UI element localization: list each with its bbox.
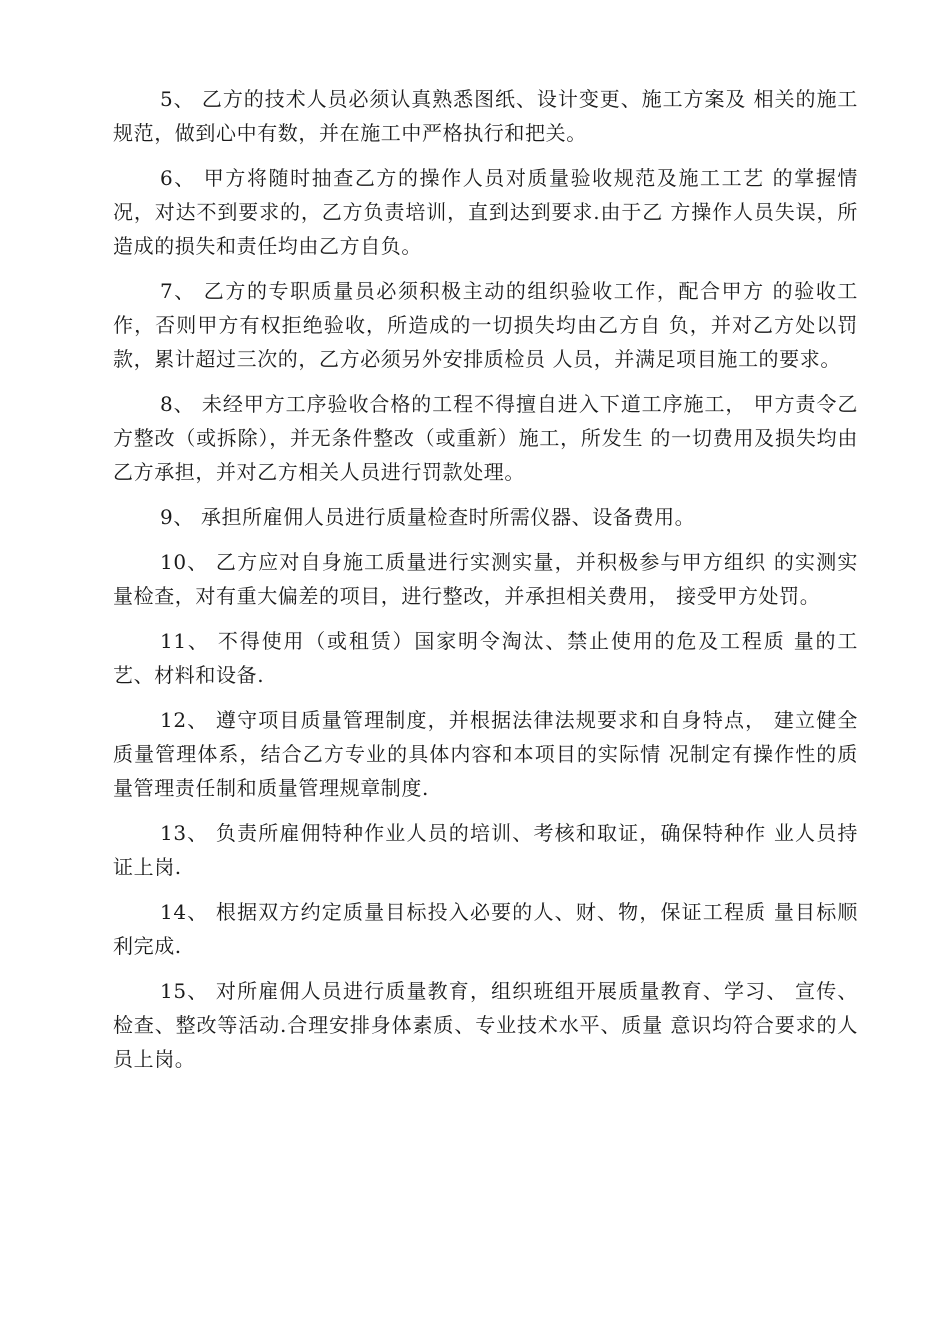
clause-13: 13、 负责所雇佣特种作业人员的培训、考核和取证，确保特种作 业人员持证上岗. <box>113 821 858 879</box>
clause-14: 14、 根据双方约定质量目标投入必要的人、财、物，保证工程质 量目标顺利完成. <box>113 900 858 958</box>
clause-15: 15、 对所雇佣人员进行质量教育，组织班组开展质量教育、学习、 宣传、检查、整改等活动.合理安排身体素质、专业技术水平、质量 意识均符合要求的人员上岗。 <box>113 979 858 1071</box>
clause-6: 6、 甲方将随时抽查乙方的操作人员对质量验收规范及施工工艺 的掌握情况，对达不到要求的，乙方负责培训，直到达到要求.由于乙 方操作人员失误，所造成的损失和责任均由乙方自负。 <box>113 166 858 258</box>
clause-5: 5、 乙方的技术人员必须认真熟悉图纸、设计变更、施工方案及 相关的施工规范，做到心中有数，并在施工中严格执行和把关。 <box>113 87 858 145</box>
clause-9: 9、 承担所雇佣人员进行质量检查时所需仪器、设备费用。 <box>160 505 696 529</box>
clause-7: 7、 乙方的专职质量员必须积极主动的组织验收工作，配合甲方 的验收工作，否则甲方有权拒绝验收，所造成的一切损失均由乙方自 负，并对乙方处以罚款，累计超过三次的，乙方必须另外安排质检员 人员，并满足项目施工的要求。 <box>113 279 858 371</box>
clause-8: 8、 未经甲方工序验收合格的工程不得擅自进入下道工序施工， 甲方责令乙方整改（或拆除），并无条件整改（或重新）施工，所发生 的一切费用及损失均由乙方承担，并对乙方相关人员进行罚款处理。 <box>113 392 858 484</box>
document-body <box>113 82 858 1087</box>
clause-12: 12、 遵守项目质量管理制度，并根据法律法规要求和自身特点， 建立健全质量管理体系，结合乙方专业的具体内容和本项目的实际情 况制定有操作性的质量管理责任制和质量管理规章制度. <box>113 708 858 800</box>
clause-10: 10、 乙方应对自身施工质量进行实测实量，并积极参与甲方组织 的实测实量检查，对有重大偏差的项目，进行整改，并承担相关费用， 接受甲方处罚。 <box>113 550 858 608</box>
clause-11: 11、 不得使用（或租赁）国家明令淘汰、禁止使用的危及工程质 量的工艺、材料和设备. <box>113 629 858 687</box>
